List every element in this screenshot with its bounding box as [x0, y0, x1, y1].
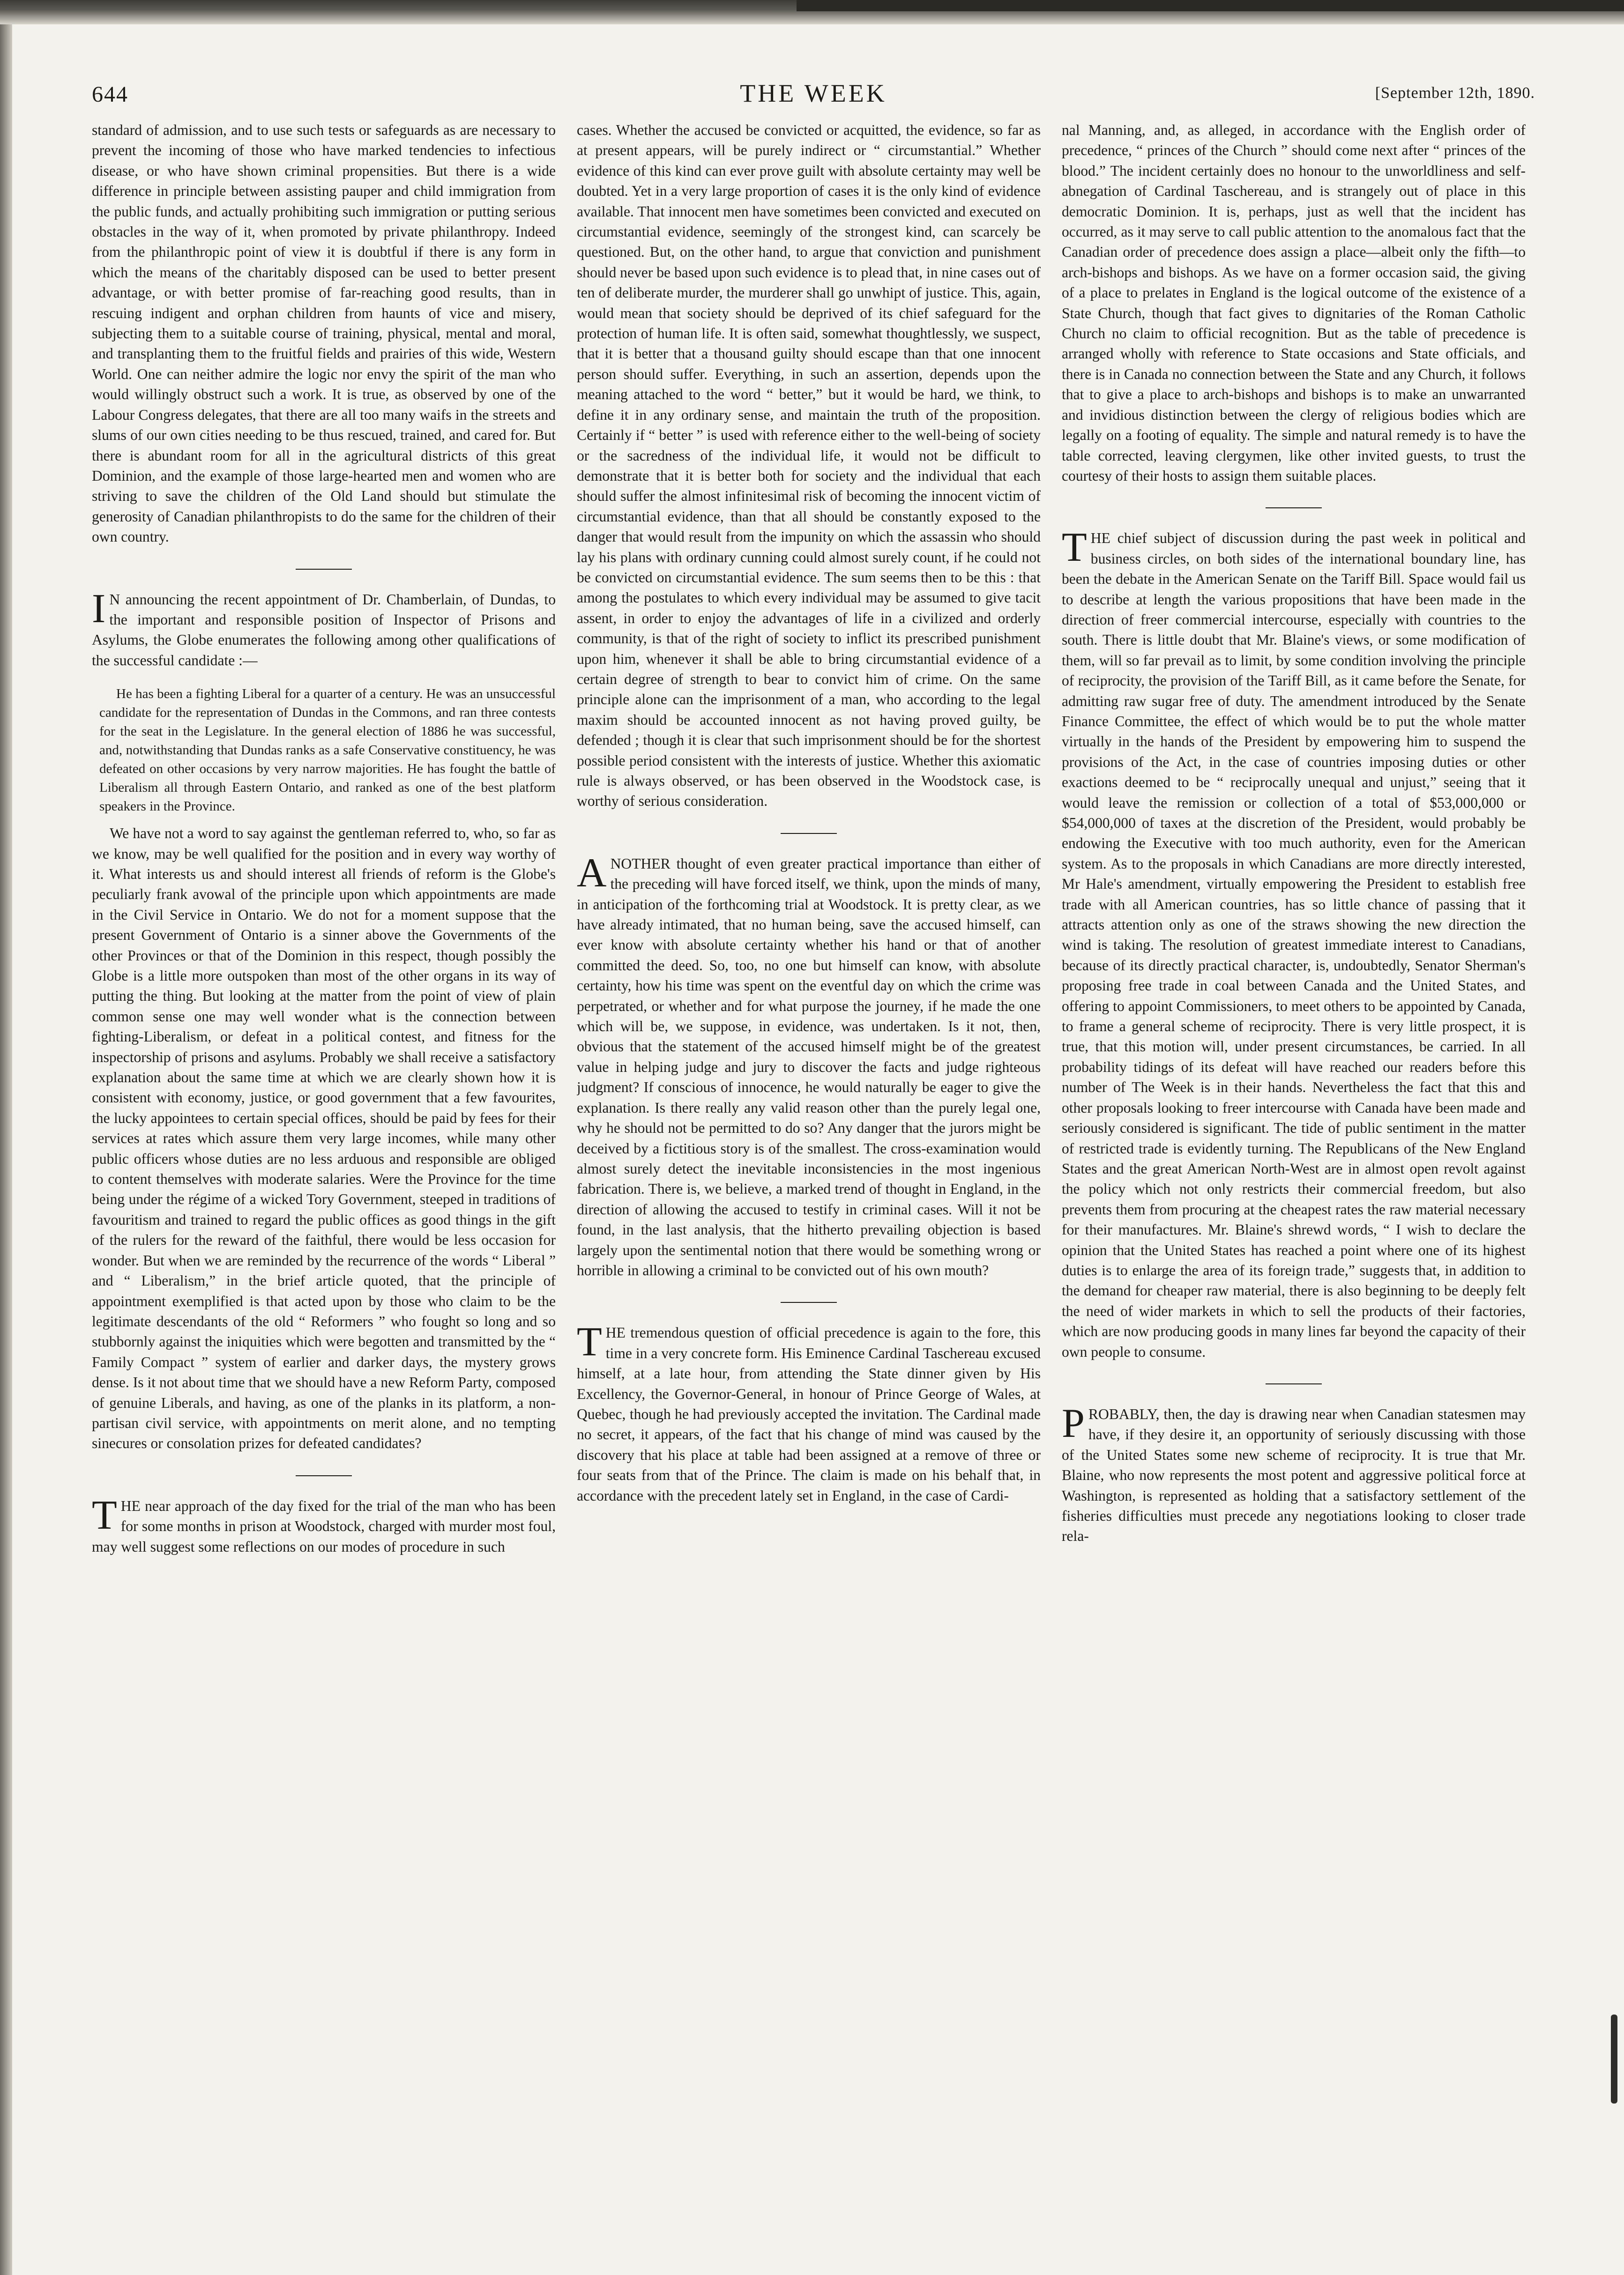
masthead-title: THE WEEK: [740, 79, 887, 107]
paragraph-chamberlain-appointment: IN announcing the recent appointment of Dr. Chamberlain, of Dundas, to the important and responsible position of Inspector of Prisons and Asylums, the Globe enumerates the following among other qualifications of the successful candidate :—: [92, 586, 556, 669]
page-header: [92, 79, 1535, 112]
quotation-text: He has been a fighting Liberal for a quarter of a century. He was an unsuccessful candidate for the representation of Dundas in the Commons, and ran three contests for the seat in the Legislature. In the general election of 1886 he was successful, and, notwithstanding that Dundas ranks as a safe Conservative constituency, he was defeated on other occasions by very narrow majorities. He has fought the battle of Liberalism all through Eastern Ontario, and ranked as one of the best platform speakers in the Province.: [99, 686, 556, 814]
section-divider: [781, 1302, 837, 1303]
paragraph-tariff-bill: THE chief subject of discussion during the past week in political and business circles, on both sides of the international boundary line, has been the debate in the American Senate on the Tariff Bill. Space would fail us to describe at length the various propositions that have been made in the direction of freer commercial intercourse, especially with countries to the south. There is little doubt that Mr. Blaine's views, or some modification of them, will so far prevail as to limit, by some condition involving the principle of reciprocity, the provision of the Tariff Bill, as it came before the Senate, for admitting raw sugar free of duty. The amendment introduced by the Senate Finance Committee, the effect of which would be to put the whole matter virtually in the hands of the President by empowering him to suspend the provisions of the Act, in the case of countries imposing duties or other exactions deemed to be “ reciprocally unequal and unjust,” seeing that it would leave the remission or collection of a total of $53,000,000 or $54,000,000 of taxes at the discretion of the President, would probably be endowing the Executive with too much authority, even for the American system. As to the proposals in which Canadians are more directly interested, Mr Hale's amendment, virtually empowering the President to establish free trade with all American countries, has so little chance of passing that it attracts attention only as one of the straws showing the new direction the wind is taking. The resolution of greatest immediate interest to Canadians, because of its directly practical character, is, undoubtedly, Senator Sherman's proposing free trade in coal between Canada and the United States, and offering to appoint Commissioners, to meet others to be appointed by Canada, to frame a general scheme of reciprocity. There is very little prospect, it is true, that this motion will, under present circumstances, be carried. In all probability tidings of its defeat will have reached our readers before this number of The Week is in their hands. Nevertheless the fact that this and other proposals looking to freer intercourse with Canada have been made and seriously considered is significant. The tide of public sentiment in the matter of restricted trade is evidently turning. The Republicans of the New England States and the great American North-West are in almost open revolt against the policy which not only restricts their commercial freedom, but also prevents them from procuring at the cheapest rates the raw material necessary for their manufactures. Mr. Blaine's shrewd words, “ I wish to declare the opinion that the United States has reached a point where one of its highest duties is to enlarge the area of its foreign trade,” suggests that, in addition to the demand for cheaper raw material, there is also beginning to be deeply felt the need of wider markets in which to sell the products of their factories, which are now producing goods in many lines far beyond the capacity of their own people to consume.: [1062, 525, 1526, 1360]
paragraph-civil-service: We have not a word to say against the gentleman referred to, who, so far as we know, may be well qualified for the position and in every way worthy of it. What interests us and should interest all friends of reform is the Globe's peculiarly frank avowal of the principle upon which appointments are made in the Civil Service in Ontario. We do not for a moment suppose that the present Government of Ontario is a sinner above the Governments of the other Provinces or that of the Dominion in this respect, though possibly the Globe is a little more outspoken than most of the other organs in its way of putting the thing. But looking at the matter from the point of view of plain common sense one may well wonder what is the connection between fighting-Liberalism, or defeat in a political contest, and fitness for the inspectorship of prisons and asylums. Probably we shall receive a satisfactory explanation about the same time at which we are clearly shown how it is consistent with economy, justice, or good government that a few favourites, the lucky appointees to certain special offices, should be paid by fees for their services at rates which assure them very large incomes, while many other public officers whose duties are no less arduous and responsible are obliged to content themselves with moderate salaries. Were the Province for the time being under the régime of a wicked Tory Government, steeped in traditions of favouritism and trained to regard the public offices as good things in the gift of the rulers for the reward of the faithful, there would be less occasion for wonder. But when we are reminded by the recurrence of the words “ Liberal ” and “ Liberalism,” in the brief article quoted, that the principle of appointment exemplified is that acted upon by those who claim to be the legitimate descendants of the old “ Reformers ” who fought so long and so stubbornly against the iniquities which were begotten and transmitted by the “ Family Compact ” system of earlier and darker days, the mystery grows dense. Is it not about time that we should have a new Reform Party, composed of genuine Liberals, and having, as one of the planks in its platform, a non-partisan civil service, with appointments on merit alone, and no tempting sinecures or consolation prizes for defeated candidates?: [92, 825, 556, 1452]
article-columns: [92, 120, 1535, 2247]
paragraph-reciprocity: PROBABLY, then, the day is drawing near when Canadian statesmen may have, if they desire it, an opportunity of seriously discussing with those of the United States some new scheme of reciprocity. It is true that Mr. Blaine, who now represents the most potent and aggressive political force at Washington, is represented as holding that a satisfactory settlement of the fisheries difficulties must precede any negotiations looking to closer trade rela-: [1062, 1400, 1526, 1545]
paragraph-circumstantial-evidence: cases. Whether the accused be convicted or acquitted, the evidence, so far as at present appears, will be purely indirect or “ circumstantial.” Whether evidence of this kind can ever prove guilt with absolute certainty may well be doubted. Yet in a very large proportion of cases it is the only kind of evidence available. That innocent men have sometimes been convicted and executed on circumstantial evidence, seemingly of the strongest kind, can scarcely be questioned. But, on the other hand, to argue that conviction and punishment should never be based upon such evidence is to plead that, in nine cases out of ten of deliberate murder, the murderer shall go unwhipt of justice. This, again, would mean that society should be deprived of its chief safeguard for the protection of human life. It is often said, somewhat thoughtlessly, we suspect, that it is better that a thousand guilty should escape than that one innocent person should suffer. Everything, in such an assertion, depends upon the meaning attached to the word “ better,” but it would be hard, we think, to define it in any ordinary sense, and maintain the truth of the proposition. Certainly if “ better ” is used with reference either to the well-being of society or the sacredness of the individual life, it would not be difficult to demonstrate that it is better both for society and the individual that each should suffer the almost infinitesimal risk of becoming the innocent victim of circumstantial evidence, than that all should be constantly exposed to the danger that would result from the impunity on which the assassin who should lay his plans with ordinary cunning could almost surely count, if he could not be convicted on circumstantial evidence. The sum seems then to be this : that among the postulates to which every individual may be assumed to give tacit assent, in order to enjoy the advantages of life in a civilized and orderly community, is that of the right of society to inflict its prescribed punishment upon him, whenever it shall be able to bring circumstantial evidence of a certain degree of strength to bear to convict him of crime. On the same principle alone can the imprisonment of a man, who according to the legal maxim should be accounted innocent as not having proved guilty, be defended ; though it is clear that such imprisonment should be for the shortest possible period consistent with the interests of justice. Whether this axiomatic rule is always observed, or has been observed in the Woodstock case, is worthy of serious consideration.: [577, 122, 1041, 810]
section-divider: [296, 1475, 352, 1476]
paragraph-immigration: standard of admission, and to use such tests or safeguards as are necessary to prevent the incoming of those who have marked tendencies to infectious disease, or who have shown criminal propensities. But there is a wide difference in principle between assisting pauper and child immigration from the public funds, and actually prohibiting such immigration or putting serious obstacles in the way of it, when promoted by private philanthropy. Indeed from the philanthropic point of view it is doubtful if there is any form in which the means of the charitably disposed can be used to better present advantage, or with better promise of far-reaching good results, than in rescuing indigent and orphan children from haunts of vice and misery, subjecting them to a suitable course of training, physical, mental and moral, and transplanting them to the fruitful fields and prairies of this wide, Western World. One can neither admire the logic nor envy the spirit of the man who would willingly obstruct such a work. It is true, as observed by one of the Labour Congress delegates, that there are all too many waifs in the streets and slums of our own cities needing to be thus rescued, trained, and cared for. But there is abundant room for all in the agricultural districts of this great Dominion, and the example of those large-hearted men and women who are striving to save the children of the Old Land should but stimulate the generosity of Canadian philanthropists to do the same for the children of their own country.: [92, 122, 556, 545]
section-divider: [1266, 507, 1322, 508]
scan-left-edge: [0, 24, 12, 2275]
section-divider: [781, 833, 837, 834]
paragraph-official-precedence: THE tremendous question of official precedence is again to the fore, this time in a very concrete form. His Eminence Cardinal Taschereau excused himself, at a late hour, from attending the State dinner given by His Excellency, the Governor-General, in honour of Prince George of Wales, at Quebec, though he had previously accepted the invitation. The Cardinal made no secret, it appears, of the fact that his change of mind was caused by the discovery that his place at table had been assigned at a remove of three or four seats from that of the Prince. The claim is made on his behalf that, in accordance with the precedent lately set in England, in the case of Cardi-: [577, 1319, 1041, 1504]
page-number: 644: [92, 82, 128, 107]
section-divider: [296, 569, 352, 570]
column-1: [92, 120, 556, 2247]
paragraph-accused-testimony: ANOTHER thought of even greater practical importance than either of the preceding will have forced itself, we think, upon the minds of many, in anticipation of the forthcoming trial at Woodstock. It is pretty clear, as we have already intimated, that no human being, save the accused himself, can ever know with absolute certainty whether his hand or that of another committed the deed. So, too, no one but himself can know, with absolute certainty, how his time was spent on the eventful day on which the crime was perpetrated, or whether and for what purpose the journey, if he made the one which will be, we suppose, in evidence, was undertaken. Is it not, then, obvious that the statement of the accused himself might be of the greatest value in helping judge and jury to discover the facts and judge righteous judgment? If conscious of innocence, he would naturally be eager to give the explanation. Is there really any valid reason other than the purely legal one, why he should not be permitted to do so? Any danger that the jurors might be deceived by a fictitious story is of the smallest. The cross-examination would almost surely detect the inevitable inconsistencies in the most ingenious fabrication. There is, we believe, a marked trend of thought in England, in the direction of allowing the accused to testify in criminal cases. Will it not be found, in the last analysis, that the hitherto prevailing objection is based largely upon the sentimental notion that there would be something wrong or horrible in allowing a criminal to be convicted out of his own mouth?: [577, 850, 1041, 1279]
section-divider: [1266, 1383, 1322, 1384]
scan-right-mark: [1611, 2015, 1617, 2104]
paragraph-woodstock-trial: THE near approach of the day fixed for the trial of the man who has been for some months in prison at Woodstock, charged with murder most foul, may well suggest some reflections on our modes of procedure in such: [92, 1492, 556, 1555]
issue-dateline: [September 12th, 1890.: [1375, 84, 1535, 102]
column-2: [577, 120, 1041, 2247]
globe-quotation: [92, 684, 556, 816]
column-3: [1062, 120, 1526, 2247]
paragraph-cardinal-manning: nal Manning, and, as alleged, in accordance with the English order of precedence, “ princes of the Church ” should come next after “ princes of the blood.” The incident certainly does no honour to the unworldliness and self-abnegation of Cardinal Taschereau, and is strangely out of place in this democratic Dominion. It is, perhaps, just as well that the incident has occurred, as it may serve to call public attention to the anomalous fact that the Canadian order of precedence does assign a place—albeit only the fifth—to arch-bishops and bishops. As we have on a former occasion said, the giving of a place to prelates in England is the logical outcome of the existence of a State Church, though that fact gives to dignitaries of the Roman Catholic Church no claim to official recognition. But as the table of precedence is arranged wholly with reference to State occasions and State officials, and there is in Canada no connection between the State and any Church, it follows that to give a place to arch-bishops and bishops is to make an unwarranted and invidious distinction between the clergy of religious bodies which are legally on a footing of equality. The simple and natural remedy is to have the table corrected, leaving clergymen, like other invited guests, to trust the courtesy of their hosts to assign them suitable places.: [1062, 122, 1526, 484]
scan-top-border: [797, 0, 1624, 11]
